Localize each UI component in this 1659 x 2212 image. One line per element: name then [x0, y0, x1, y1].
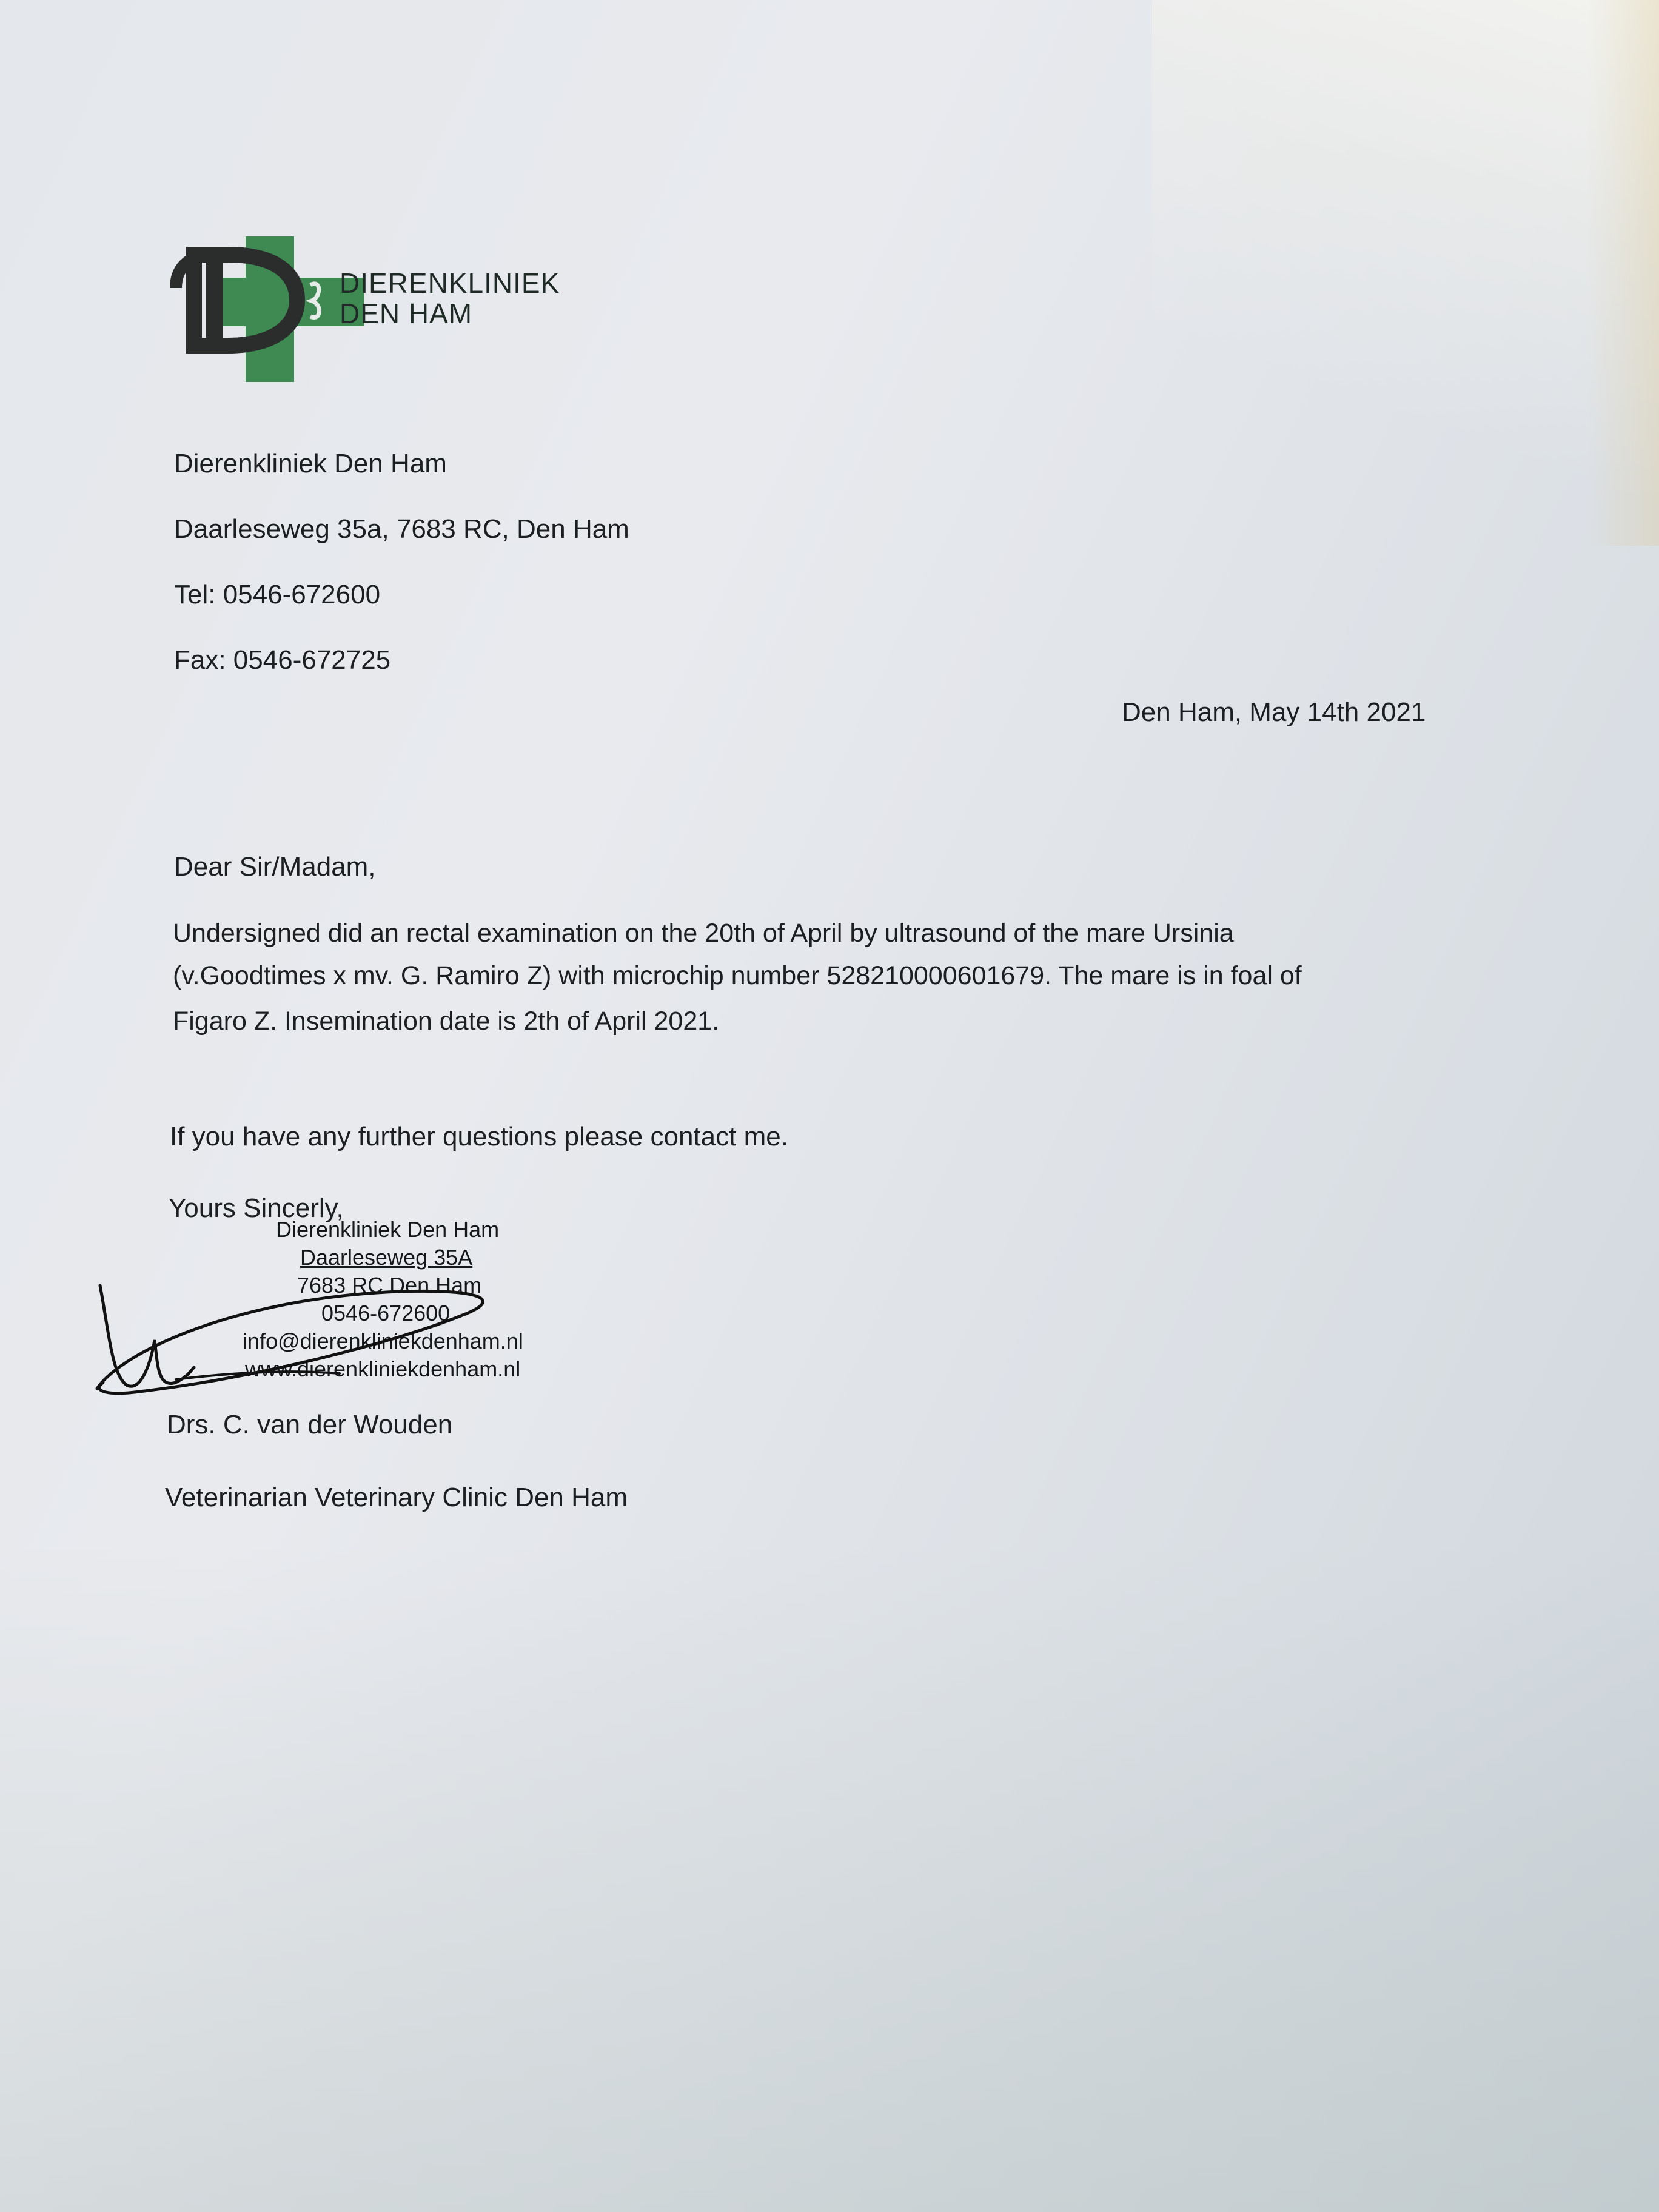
paper-shadow — [0, 1545, 1659, 2212]
body-line-2: (v.Goodtimes x mv. G. Ramiro Z) with microchip number 528210000601679. The mare is in foal of — [173, 961, 1302, 990]
sender-fax: Fax: 0546-672725 — [174, 645, 391, 675]
sender-clinic-name: Dierenkliniek Den Ham — [174, 449, 447, 478]
stamp-line-6: www.dierenkliniekdenham.nl — [245, 1356, 521, 1381]
body-line-1: Undersigned did an rectal examination on the 20th of April by ultrasound of the mare Ursinia — [173, 919, 1234, 948]
stamp-line-1: Dierenkliniek Den Ham — [276, 1217, 500, 1242]
sender-tel: Tel: 0546-672600 — [174, 580, 381, 609]
valediction: Yours Sincerly, — [169, 1193, 344, 1223]
stamp-line-2: Daarleseweg 35A — [300, 1245, 473, 1270]
signatory-name: Drs. C. van der Wouden — [167, 1410, 453, 1439]
stamp-line-5: info@dierenkliniekdenham.nl — [243, 1329, 523, 1353]
paper-edge — [1586, 0, 1659, 546]
stamp-line-3: 7683 RC Den Ham — [297, 1273, 482, 1298]
paper-highlight — [1152, 0, 1659, 546]
salutation: Dear Sir/Madam, — [174, 852, 376, 882]
logo-wordmark-line2: DEN HAM — [340, 298, 473, 329]
body-line-3: Figaro Z. Insemination date is 2th of April 2021. — [173, 1007, 720, 1036]
signatory-title: Veterinarian Veterinary Clinic Den Ham — [165, 1483, 628, 1512]
stamp-line-4: 0546-672600 — [321, 1301, 451, 1326]
logo-wordmark-line1: DIERENKLINIEK — [340, 267, 560, 299]
closing-request: If you have any further questions please contact me. — [170, 1122, 788, 1151]
handwritten-signature — [85, 1261, 582, 1407]
letter-date: Den Ham, May 14th 2021 — [1122, 697, 1426, 727]
sender-address: Daarleseweg 35a, 7683 RC, Den Ham — [174, 514, 629, 544]
logo-wordmark — [340, 268, 560, 329]
